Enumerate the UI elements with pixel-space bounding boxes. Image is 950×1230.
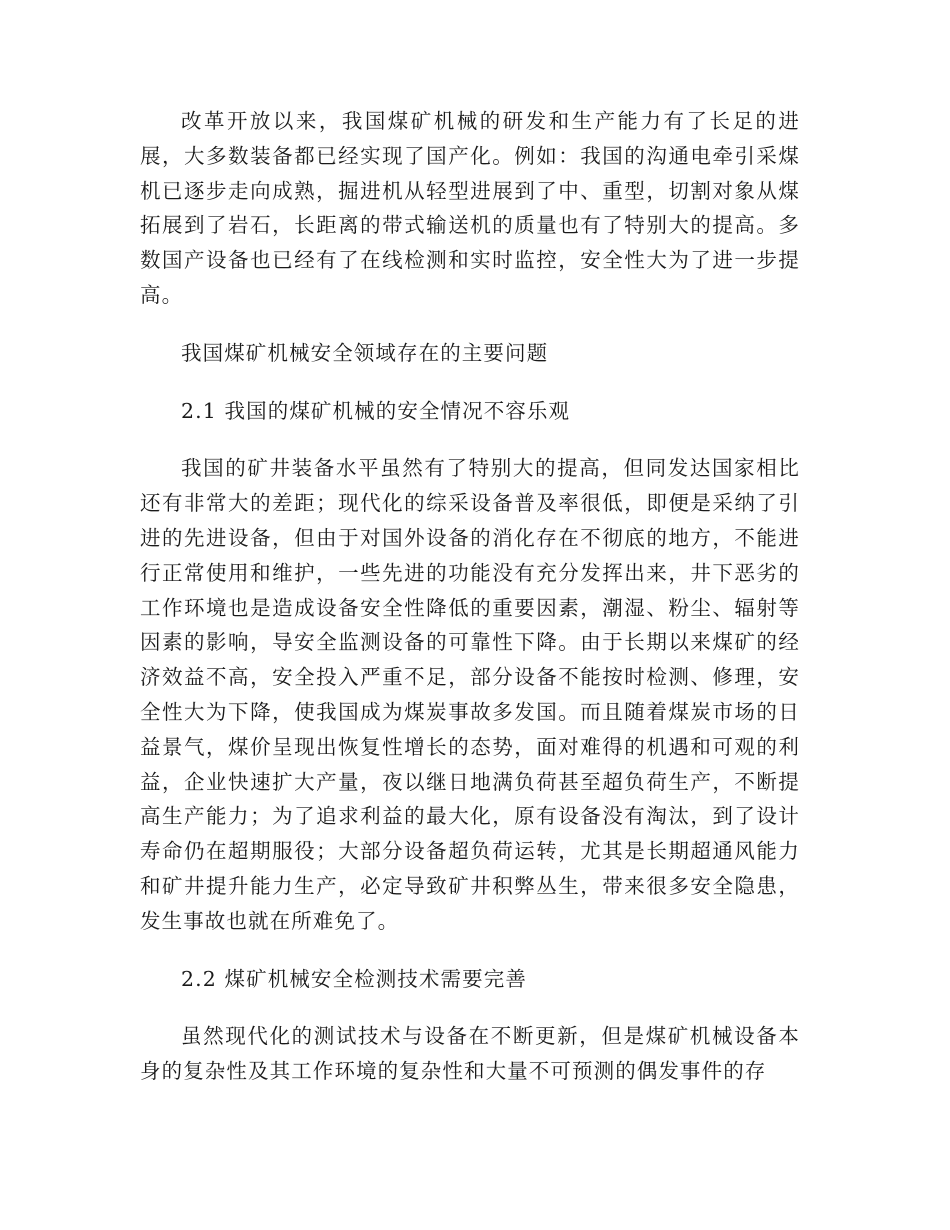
body-paragraph-detection-technology: 虽然现代化的测试技术与设备在不断更新，但是煤矿机械设备本身的复杂性及其工作环境的复杂性和大量不可预测的偶发事件的存 [140,1024,800,1084]
section-heading-main-problems: 我国煤矿机械安全领域存在的主要问题 [181,340,549,365]
body-paragraph-safety-situation: 我国的矿井装备水平虽然有了特别大的提高，但同发达国家相比还有非常大的差距；现代化的综采设备普及率很低，即便是采纳了引进的先进设备，但由于对国外设备的消化存在不彻底的地方，不能进行正常使用和维护，一些先进的功能没有充分发挥出来，井下恶劣的工作环境也是造成设备安全性降低的重要因素，潮湿、粉尘、辐射等因素的影响，导安全监测设备的可靠性下降。由于长期以来煤矿的经济效益不高，安全投入严重不足，部分设备不能按时检测、修理，安全性大为下降，使我国成为煤炭事故多发国。而且随着煤炭市场的日益景气，煤价呈现出恢复性增长的态势，面对难得的机遇和可观的利益，企业快速扩大产量，夜以继日地满负荷甚至超负荷生产，不断提高生产能力；为了追求利益的最大化，原有设备没有淘汰，到了设计寿命仍在超期服役；大部分设备超负荷运转，尤其是长期超通风能力和矿井提升能力生产，必定导致矿井积弊丛生，带来很多安全隐患，发生事故也就在所难免了。 [140,456,800,933]
section-heading-2-1: 2.1 我国的煤矿机械的安全情况不容乐观 [181,398,571,423]
intro-paragraph: 改革开放以来，我国煤矿机械的研发和生产能力有了长足的进展，大多数装备都已经实现了国产化。例如：我国的沟通电牵引采煤机已逐步走向成熟，掘进机从轻型进展到了中、重型，切割对象从煤拓展到了岩石，长距离的带式输送机的质量也有了特别大的提高。多数国产设备也已经有了在线检测和实时监控，安全性大为了进一步提高。 [140,109,800,307]
section-heading-2-2: 2.2 煤矿机械安全检测技术需要完善 [181,966,527,991]
document-page [140,104,800,1089]
